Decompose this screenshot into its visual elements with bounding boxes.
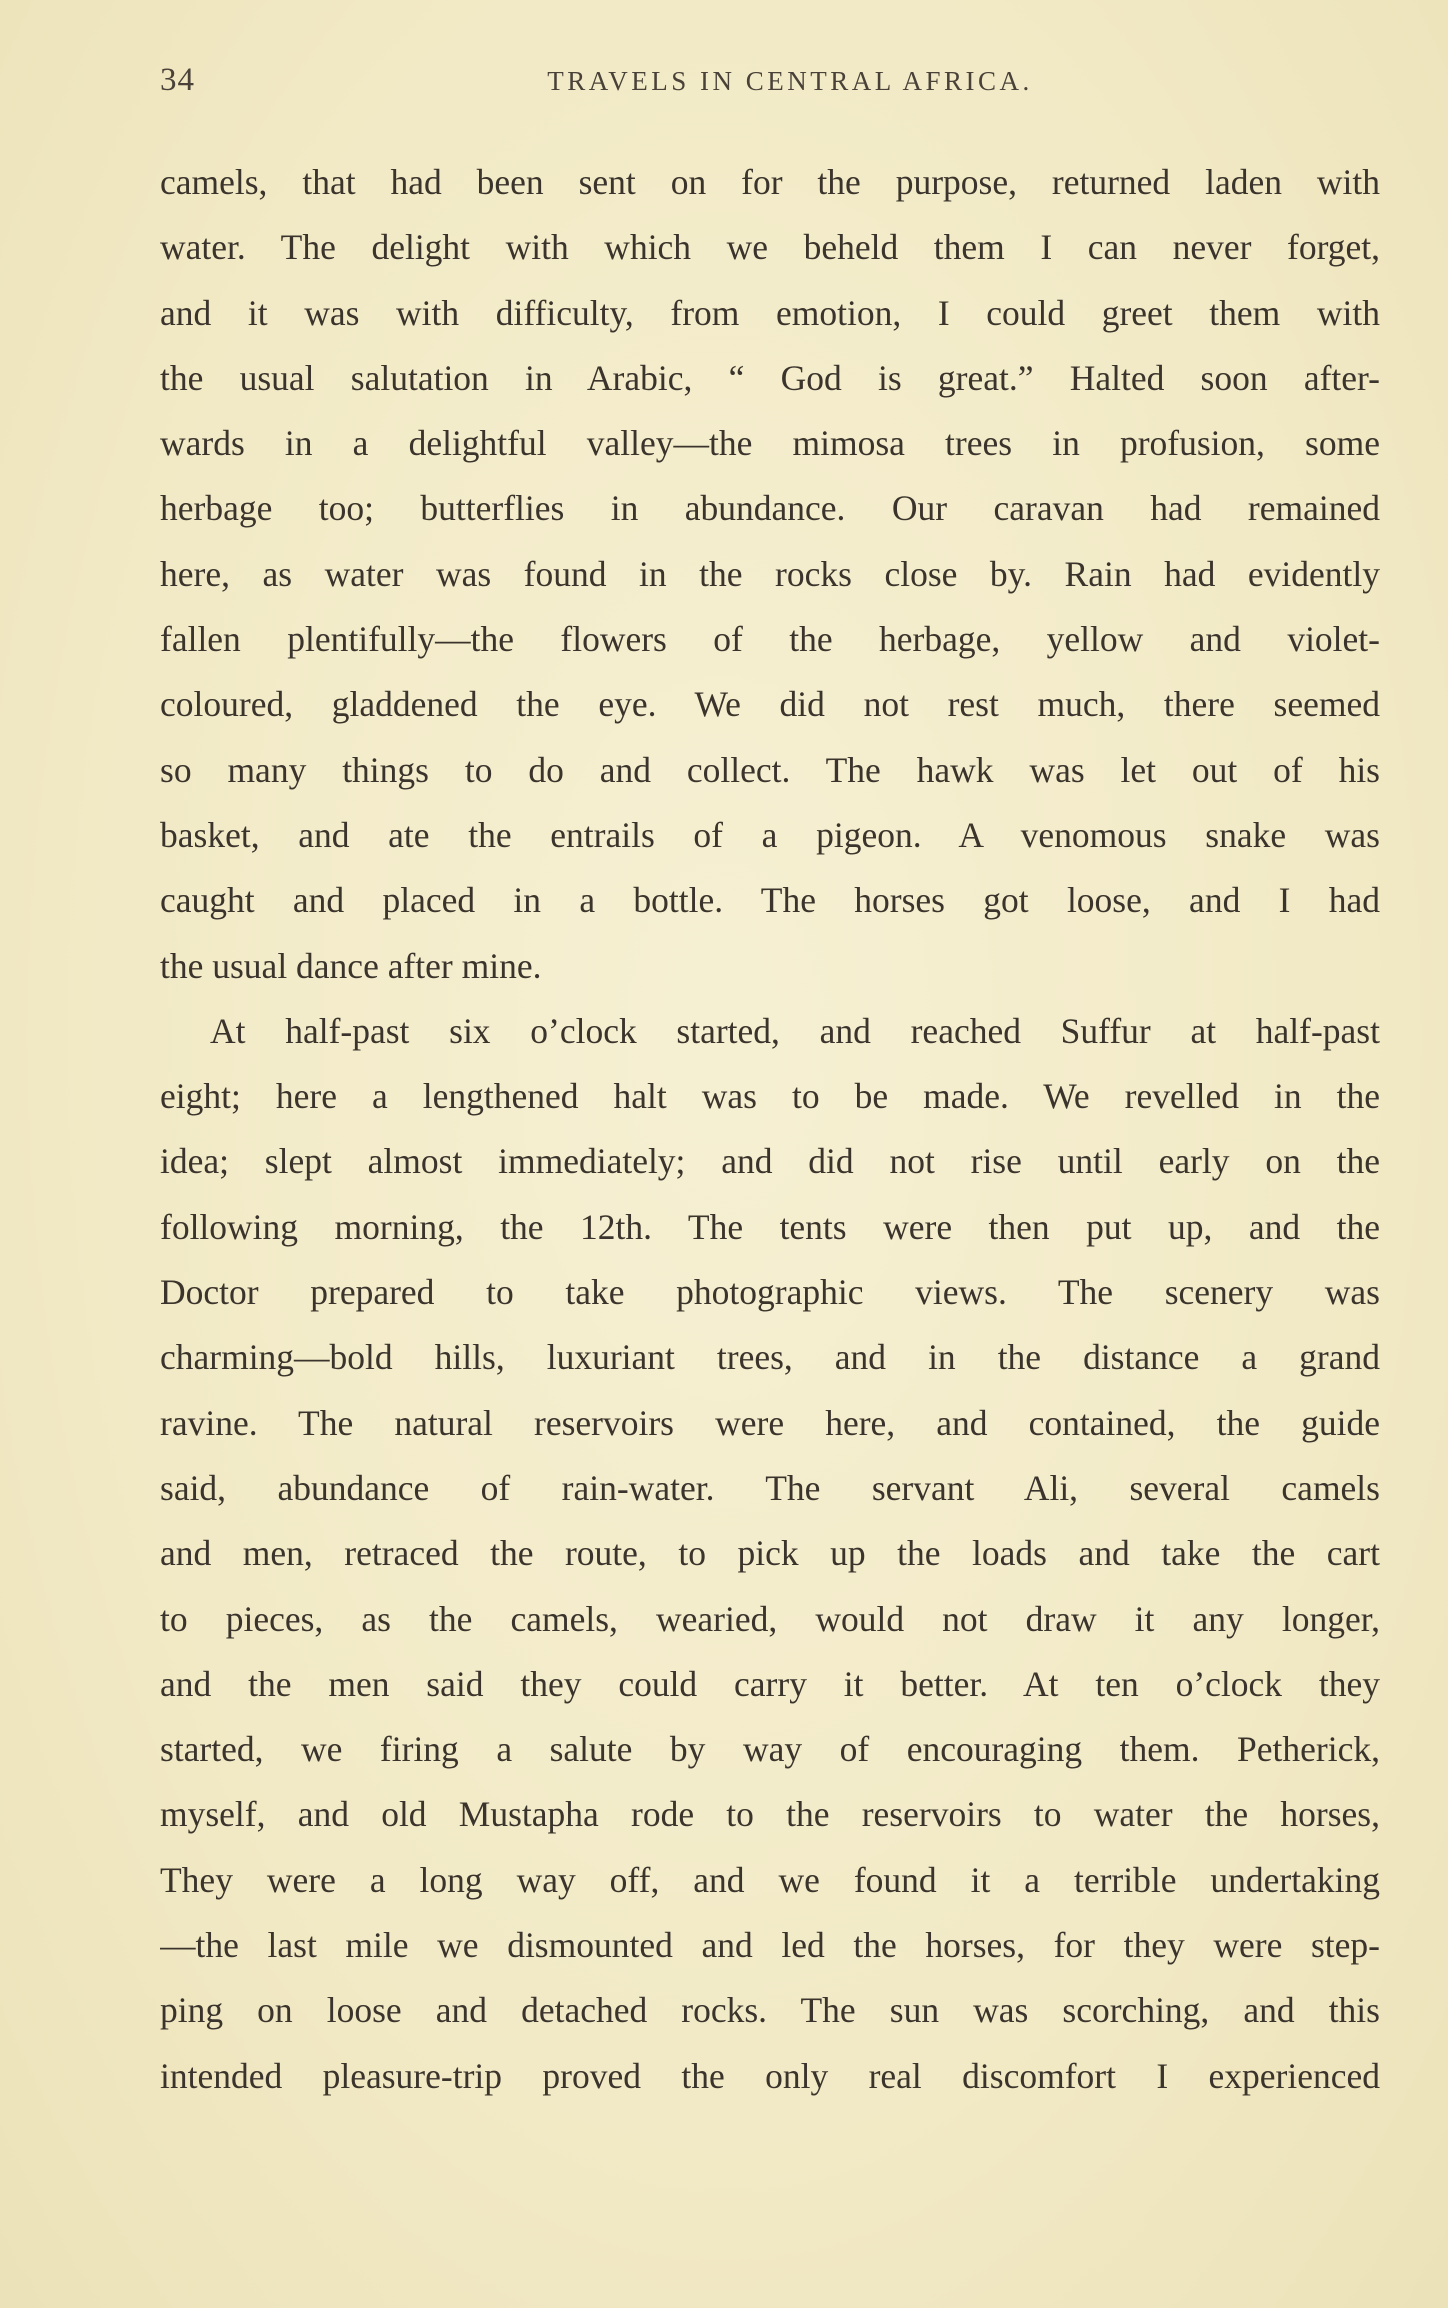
text-line: basket, and ate the entrails of a pigeon. A venomous snake was	[160, 814, 1380, 855]
text-line: intended pleasure-trip proved the only real discomfort I experienced	[160, 2055, 1380, 2096]
text-line: coloured, gladdened the eye. We did not rest much, there seemed	[160, 684, 1380, 725]
body-text	[160, 150, 1380, 2109]
text-line: They were a long way off, and we found it a terrible undertaking	[160, 1859, 1380, 1900]
text-line: the usual dance after mine.	[160, 945, 542, 986]
running-title: TRAVELS IN CENTRAL AFRICA.	[547, 66, 1033, 96]
text-line: ping on loose and detached rocks. The sun was scorching, and this	[160, 1990, 1380, 2031]
running-head	[160, 62, 1380, 112]
text-line: At half-past six o’clock started, and reached Suffur at half-past	[210, 1010, 1380, 1051]
text-line: and it was with difficulty, from emotion, I could greet them with	[160, 292, 1380, 333]
text-line: —the last mile we dismounted and led the horses, for they were step-	[160, 1925, 1380, 1966]
text-line: eight; here a lengthened halt was to be made. We revelled in the	[160, 1076, 1380, 1117]
text-line: to pieces, as the camels, wearied, would not draw it any longer,	[160, 1598, 1380, 1639]
text-line: wards in a delightful valley—the mimosa trees in profusion, some	[160, 423, 1380, 464]
text-line: the usual salutation in Arabic, “ God is great.” Halted soon after-	[160, 357, 1380, 398]
text-line: water. The delight with which we beheld them I can never forget,	[160, 227, 1380, 268]
text-line: Doctor prepared to take photographic views. The scenery was	[160, 1272, 1380, 1313]
text-line: fallen plentifully—the flowers of the herbage, yellow and violet-	[160, 619, 1380, 660]
text-line: myself, and old Mustapha rode to the reservoirs to water the horses,	[160, 1794, 1380, 1835]
text-line: idea; slept almost immediately; and did not rise until early on the	[160, 1141, 1380, 1182]
text-line: camels, that had been sent on for the purpose, returned laden with	[160, 162, 1380, 202]
text-line: following morning, the 12th. The tents were then put up, and the	[160, 1206, 1380, 1247]
page-number: 34	[160, 62, 195, 98]
text-line: ravine. The natural reservoirs were here, and contained, the guide	[160, 1402, 1380, 1443]
text-line: here, as water was found in the rocks close by. Rain had evidently	[160, 553, 1380, 594]
text-line: charming—bold hills, luxuriant trees, and in the distance a grand	[160, 1337, 1380, 1378]
text-line: so many things to do and collect. The hawk was let out of his	[160, 749, 1380, 790]
text-line: caught and placed in a bottle. The horses got loose, and I had	[160, 880, 1380, 921]
text-line: and men, retraced the route, to pick up the loads and take the cart	[160, 1533, 1380, 1574]
text-line: started, we firing a salute by way of encouraging them. Petherick,	[160, 1729, 1380, 1770]
text-line: and the men said they could carry it better. At ten o’clock they	[160, 1663, 1380, 1704]
text-line: herbage too; butterflies in abundance. Our caravan had remained	[160, 488, 1380, 529]
text-line: said, abundance of rain-water. The servant Ali, several camels	[160, 1467, 1380, 1508]
